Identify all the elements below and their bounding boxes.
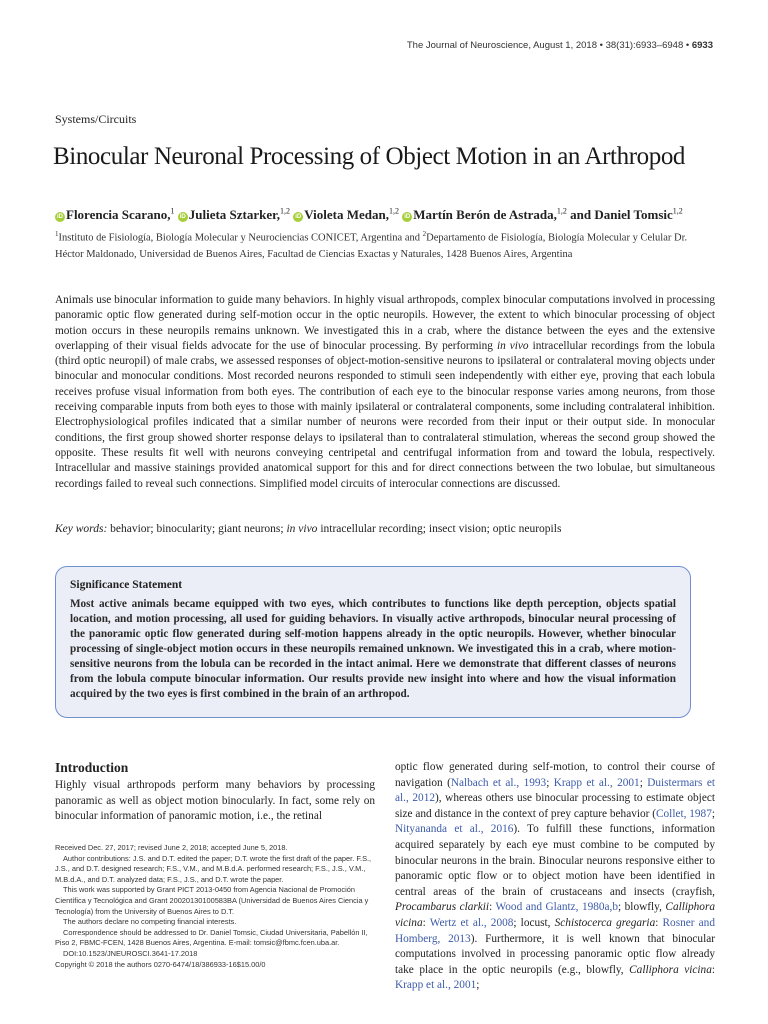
author-affil-sup: 1,2 [388, 207, 399, 216]
species-name: Calliphora vicina [395, 901, 715, 929]
author-name: and Daniel Tomsic [570, 207, 673, 223]
journal-citation: The Journal of Neuroscience, August 1, 2018 • 38(31):6933–6948 • [406, 40, 690, 51]
keywords-label: Key words: [55, 523, 108, 535]
author-affil-sup: 1,2 [279, 207, 290, 216]
footnote-copyright: Copyright © 2018 the authors 0270-6474/18/386933-16$15.00/0 [55, 959, 266, 969]
right-column [395, 760, 715, 994]
footnote-funding: This work was supported by Grant PICT 2013-0450 from Agencia Nacional de Promoción Científica y Tecnológica and Grant 20020130100583BA (Universidad de Buenos Aires Ciencia y Tecnología) from the University of Buenos Aires to D.T. [55, 885, 369, 916]
introduction-left-text: Highly visual arthropods perform many behaviors by processing panoramic as well as object motion binocularly. In fact, some rely on binocular information of panoramic motion, i.e., the retinal [55, 779, 375, 822]
text-run: : [655, 916, 663, 929]
citation-link[interactable]: Nalbach et al., 1993 [450, 776, 547, 789]
keywords-text: intracellular recording; insect vision; optic neuropils [317, 523, 562, 535]
text-run: ), whereas others use binocular processing to estimate object size and distance in the context of prey capture behavior ( [395, 792, 715, 820]
author-name: Julieta Sztarker, [188, 207, 280, 223]
keywords-text: behavior; binocularity; giant neurons; [107, 523, 287, 535]
author-affil-sup: 1,2 [672, 207, 683, 216]
text-run: optic flow generated during self-motion, to control their course of navigation ( [395, 761, 715, 789]
abstract [55, 293, 715, 492]
author [570, 207, 683, 222]
citation-link[interactable]: Krapp et al., 2001 [395, 979, 477, 992]
orcid-icon[interactable]: iD [295, 214, 302, 221]
text-run: ). Furthermore, it is well known that binocular computations involved in processing panoramic optic flow already take place in the optic neuropils (e.g., blowfly, [395, 932, 715, 976]
footnote-contributions: Author contributions: J.S. and D.T. edited the paper; D.T. wrote the first draft of the paper. F.S., J.S., and D.T. designed research; F.S., V.M., and M.B.d.A. performed research; F.S., J.S., V.M., M.B.d.A., and D.T. analyzed data; F.S., J.S., and D.T. wrote the paper. [55, 853, 372, 884]
author[interactable] [402, 207, 567, 222]
author-name: Martín Berón de Astrada, [413, 207, 557, 223]
author-name: Florencia Scarano, [66, 207, 171, 223]
author-name: Violeta Medan, [304, 207, 389, 223]
author[interactable] [293, 207, 399, 222]
orcid-icon[interactable]: iD [179, 214, 186, 221]
affil-sup: 2 [422, 230, 427, 238]
significance-title: Significance Statement [70, 579, 183, 591]
citation-link[interactable]: Nityananda et al., 2016 [395, 823, 514, 836]
orcid-icon[interactable]: iD [57, 214, 63, 221]
citation-link[interactable]: Collet, 1987 [656, 807, 712, 820]
author-affil-sup: 1,2 [556, 207, 567, 216]
abstract-text: Animals use binocular information to guide many behaviors. In highly visual arthropods, complex binocular computations involved in processing panoramic optic flow generated during self-motion occur in the optic neuropils. However, the extent to which binocular processing of object motion occurs in these neuropils remains unknown. We investigated this in a crab, where the distance between the eyes and the extensive overlapping of their visual fields advocate for the use of binocular processing. By performing [55, 294, 715, 352]
footnotes [55, 843, 375, 970]
citation-link[interactable]: Rosner and Homberg, 2013 [395, 916, 715, 945]
citation-link[interactable]: Duistermars et al., 2012 [395, 776, 715, 805]
abstract-text: intracellular recordings from the lobula (third optic neuropil) of male crabs, we assessed responses of object-motion-sensitive neurons to ipsilateral or contralateral moving objects under binocular and monocular conditions. Most recorded neurons responded to stimuli seen independently with either eye, proving that each lobula receives profuse visual information from both eyes. The contribution of each eye to the binocular response varies among neurons, from those receiving comparable inputs from both eyes to those with mainly ipsilateral or contralateral components, some including contralateral inhibition. Electrophysiological profiles indicated that a similar number of neurons were recorded from their input or their output side. In monocular conditions, the first group showed shorter response delays to ipsilateral than to contralateral stimulation, whereas the second group showed the opposite. These results fit well with neurons conveying centripetal and centrifugal information from and toward the lobula, respectively. Intracellular and massive stainings provided anatomical support for this and for direct connections between the two lobulae, but simultaneous recordings failed to reveal such connections. Simplified model circuits of interocular connections are discussed. [55, 339, 715, 490]
significance-box [55, 566, 691, 718]
introduction-right-text [395, 760, 715, 994]
affiliations [55, 226, 715, 263]
text-run: : [489, 901, 496, 914]
text-run: ; locust, [513, 916, 555, 929]
orcid-icon[interactable]: iD [404, 214, 411, 221]
footnote-interests: The authors declare no competing financial interests. [63, 917, 237, 927]
footnote-received: Received Dec. 27, 2017; revised June 2, 2018; accepted June 5, 2018. [55, 843, 288, 852]
running-head [407, 40, 713, 51]
section-label: Systems/Circuits [55, 112, 137, 126]
author[interactable] [55, 207, 174, 222]
keywords-italic: in vivo [286, 523, 318, 535]
text-run: : [711, 963, 715, 976]
keywords [55, 523, 715, 535]
text-run: ; [546, 776, 554, 789]
text-run: ). To fulfill these functions, information acquired separately by each eye must combine to be computed by binocular neurons in the brain. Binocular neurons responsive either to panoramic optic flow or to object motion have been identified in central areas of the brain of crustaceans and insects (crayfish, [395, 823, 715, 898]
footnote-correspondence: Correspondence should be addressed to Dr. Daniel Tomsic, Ciudad Universitaria, Pabellón II, Piso 2, FBMC-FCEN, 1428 Buenos Aires, Argentina. E-mail: tomsic@fbmc.fcen.uba.ar. [55, 927, 368, 948]
author-list [55, 207, 683, 223]
article-title: Binocular Neuronal Processing of Object Motion in an Arthropod [53, 143, 686, 170]
abstract-italic: in vivo [496, 339, 529, 352]
text-run: ; [711, 807, 715, 820]
affil-text: Instituto de Fisiología, Biología Molecular y Neurociencias CONICET, Argentina and [58, 232, 423, 244]
author[interactable] [178, 207, 290, 222]
text-run: ; [639, 776, 648, 789]
footnote-doi[interactable]: DOI:10.1523/JNEUROSCI.3641-17.2018 [63, 948, 198, 958]
citation-link[interactable]: Krapp et al., 2001 [553, 776, 640, 789]
species-name: Procambarus clarkii [395, 901, 490, 914]
text-run: : [422, 916, 430, 929]
citation-link[interactable]: Wood and Glantz, 1980a,b [495, 901, 619, 914]
affil-text: Departamento de Fisiología, Biología Molecular y Celular Dr. Héctor Maldonado, Universidad de Buenos Aires, Facultad de Ciencias Exactas y Naturales, 1428 Buenos Aires, Argentina [55, 232, 688, 260]
introduction-heading: Introduction [55, 760, 129, 775]
text-run: ; [476, 979, 480, 992]
citation-link[interactable]: Wertz et al., 2008 [429, 916, 514, 929]
affil-sup: 1 [55, 230, 59, 238]
author-affil-sup: 1 [170, 207, 175, 216]
page-number: 6933 [691, 40, 713, 51]
significance-text: Most active animals became equipped with two eyes, which contributes to functions like depth perception, objects spatial location, and motion processing, all used for guiding behaviors. In visually active arthropods, binocular neural processing of the panoramic optic flow generated during self-motion happens already in the optic neuropils. However, whether binocular processing of single-object motion occurs in these neuropils remained unknown. We investigated this in a crab, where motion-sensitive neurons from the lobula can be recorded in the intact animal. Here we demonstrate that different classes of neurons from the lobula compute binocular information. Our results provide new insight into where and how the visual information acquired by the two eyes is first combined in the brain of an arthropod. [70, 598, 676, 700]
text-run: ; blowfly, [618, 901, 666, 914]
species-name: Calliphora vicina [629, 963, 712, 976]
species-name: Schistocerca gregaria [554, 916, 656, 929]
left-column [55, 760, 375, 825]
